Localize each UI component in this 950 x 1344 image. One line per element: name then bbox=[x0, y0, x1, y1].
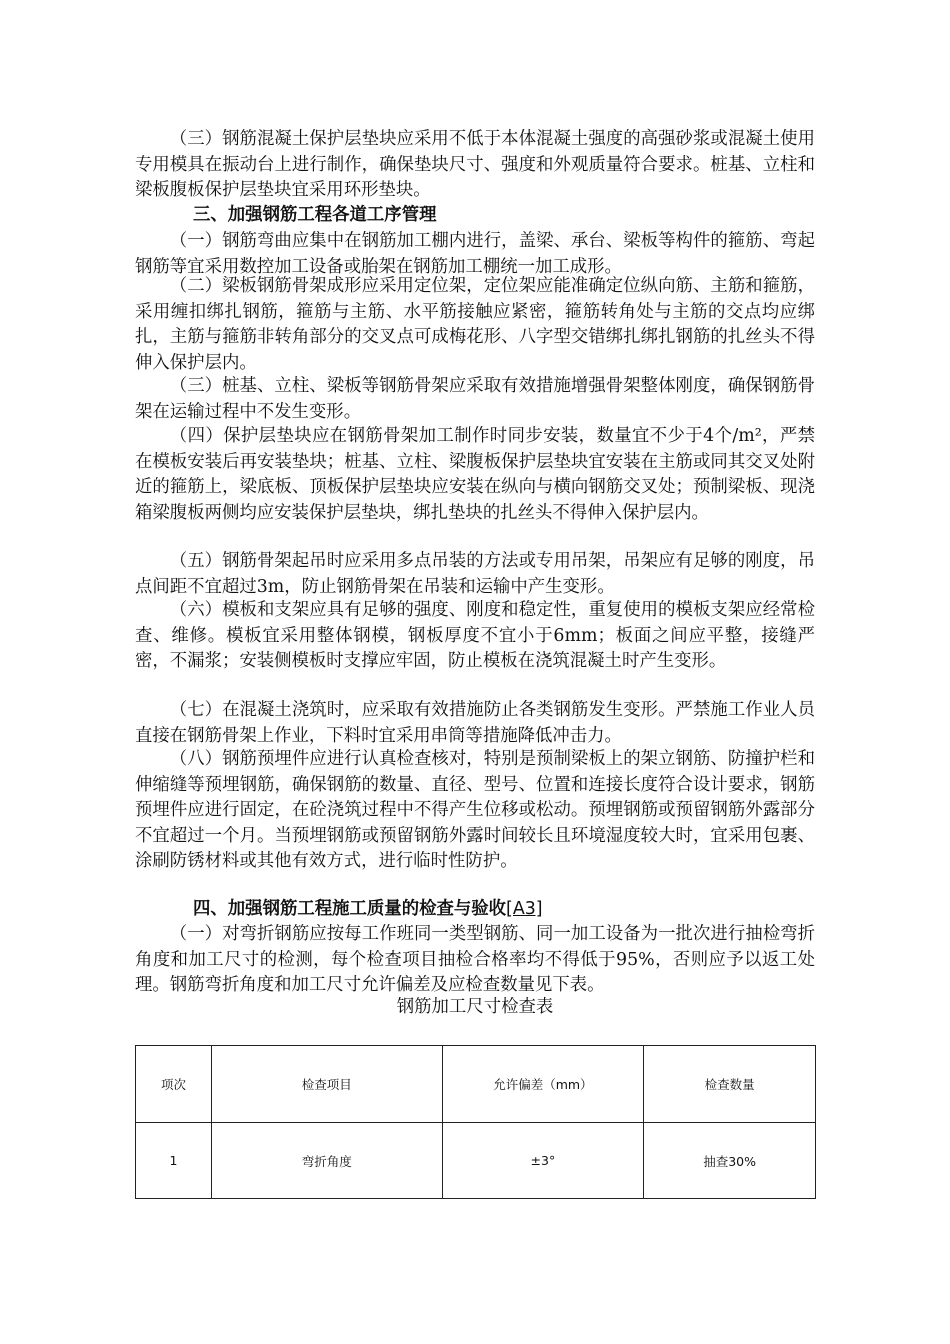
paragraph-rebar-cage-forming: （二）梁板钢筋骨架成形应采用定位架，定位架应能准确定位纵向筋、主筋和箍筋，采用缠扣绑扎钢筋，箍筋与主筋、水平筋接触应紧密，箍筋转角处与主筋的交点均应绑扎，主筋与箍筋非转角部分的交叉点可成梅花形、八字型交错绑扎绑扎钢筋的扎丝头不得伸入保护层内。 bbox=[135, 276, 815, 373]
section-heading-4 bbox=[135, 897, 873, 923]
paragraph-spacer-blocks: （四）保护层垫块应在钢筋骨架加工制作时同步安装，数量宜不少于4个/m²，严禁在模板安装后再安装垫块；桩基、立柱、梁腹板保护层垫块宜安装在主筋或同其交叉处附近的箍筋上，梁底板、顶板保护层垫块应安装在纵向与横向钢筋交叉处；预制梁板、现浇箱梁腹板两侧均应安装保护层垫块，绑扎垫块的扎丝头不得伸入保护层内。 bbox=[135, 426, 815, 523]
header-check-quantity: 检查数量 bbox=[644, 1046, 816, 1123]
paragraph-bending-inspection: （一）对弯折钢筋应按每工作班同一类型钢筋、同一加工设备为一批次进行抽检弯折角度和加工尺寸的检测，每个检查项目抽检合格率均不得低于95%，否则应予以返工处理。钢筋弯折角度和加工尺寸允许偏差及应检查数量见下表。 bbox=[135, 924, 815, 996]
cell-check-item: 弯折角度 bbox=[211, 1123, 442, 1199]
paragraph-embedded-parts: （八）钢筋预埋件应进行认真检查核对，特别是预制梁板上的架立钢筋、防撞护栏和伸缩缝等预埋钢筋，确保钢筋的数量、直径、型号、位置和连接长度符合设计要求，钢筋预埋件应进行固定，在砼浇筑过程中不得产生位移或松动。预埋钢筋或预留钢筋外露部分不宜超过一个月。当预埋钢筋或预留钢筋外露时间较长且环境湿度较大时，宜采用包裹、涂刷防锈材料或其他有效方式，进行临时性防护。 bbox=[135, 749, 815, 872]
inspection-table bbox=[135, 1045, 816, 1199]
paragraph-cage-stiffness: （三）桩基、立柱、梁板等钢筋骨架应采取有效措施增强骨架整体刚度，确保钢筋骨架在运输过程中不发生变形。 bbox=[135, 376, 815, 422]
header-check-item: 检查项目 bbox=[211, 1046, 442, 1123]
table-title: 钢筋加工尺寸检查表 bbox=[396, 997, 554, 1017]
header-item-no: 项次 bbox=[136, 1046, 212, 1123]
section-heading-4-text: 四、加强钢筋工程施工质量的检查与验收 bbox=[193, 899, 507, 919]
paragraph-protective-layer-blocks: （三）钢筋混凝土保护层垫块应采用不低于本体混凝土强度的高强砂浆或混凝土使用专用模具在振动台上进行制作，确保垫块尺寸、强度和外观质量符合要求。桩基、立柱和梁板腹板保护层垫块宜采用环形垫块。 bbox=[135, 129, 815, 201]
paragraph-rebar-bending: （一）钢筋弯曲应集中在钢筋加工棚内进行，盖梁、承台、梁板等构件的箍筋、弯起钢筋等宜采用数控加工设备或胎架在钢筋加工棚统一加工成形。 bbox=[135, 231, 815, 277]
cell-tolerance: ±3° bbox=[442, 1123, 644, 1199]
section-heading-3: 三、加强钢筋工程各道工序管理 bbox=[193, 205, 437, 225]
paragraph-concrete-pouring: （七）在混凝土浇筑时，应采取有效措施防止各类钢筋发生变形。严禁施工作业人员直接在钢筋骨架上作业，下料时宜采用串筒等措施降低冲击力。 bbox=[135, 700, 815, 746]
paragraph-formwork: （六）模板和支架应具有足够的强度、刚度和稳定性，重复使用的模板支架应经常检查、维修。模板宜采用整体钢模，钢板厚度不宜小于6mm；板面之间应平整，接缝严密，不漏浆；安装侧模板时支撑应牢固，防止模板在浇筑混凝土时产生变形。 bbox=[135, 600, 815, 672]
comment-marker[interactable]: [A3] bbox=[506, 899, 543, 919]
paragraph-cage-lifting: （五）钢筋骨架起吊时应采用多点吊装的方法或专用吊架，吊架应有足够的刚度，吊点间距不宜超过3m，防止钢筋骨架在吊装和运输中产生变形。 bbox=[135, 551, 815, 597]
cell-check-quantity: 抽查30% bbox=[644, 1123, 816, 1199]
table-header-row bbox=[136, 1046, 816, 1123]
table-row bbox=[136, 1123, 816, 1199]
header-tolerance: 允许偏差（mm） bbox=[442, 1046, 644, 1123]
cell-item-no: 1 bbox=[136, 1123, 212, 1199]
